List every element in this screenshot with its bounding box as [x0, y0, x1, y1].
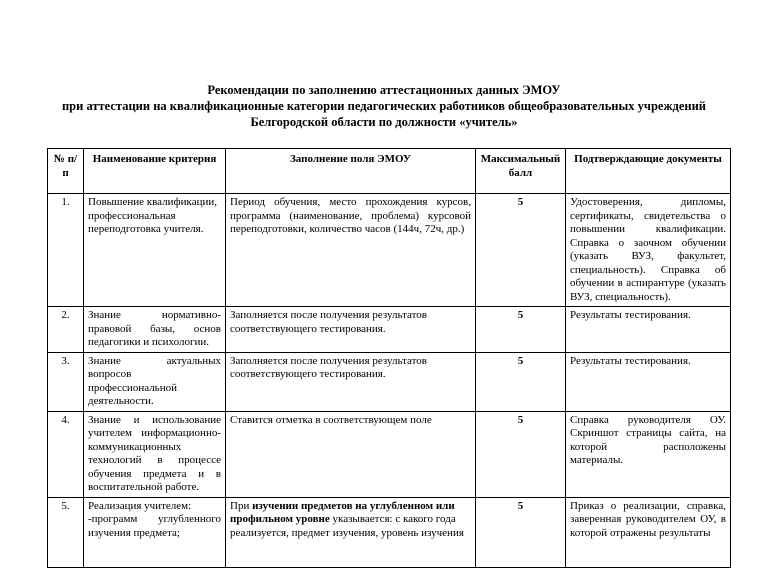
row-docs: Удостоверения, дипломы, сертификаты, свидетельства о повышении квалификации. Справка о заочном обучении (указать ВУЗ, факультет, специальность). Справка об обучении в аспирантуре (указать ВУЗ, специальность). [566, 194, 731, 307]
criterion-line-1: Реализация учителем: [88, 499, 192, 512]
title-line-1: Рекомендации по заполнению аттестационных данных ЭМОУ [207, 83, 561, 97]
row-num: 4. [48, 411, 84, 497]
table-row [48, 497, 731, 567]
row-docs: Результаты тестирования. [566, 352, 731, 411]
header-criterion: Наименование критерия [84, 149, 226, 194]
row-score: 5 [476, 194, 566, 307]
row-score: 5 [476, 497, 566, 567]
row-docs: Результаты тестирования. [566, 307, 731, 353]
header-filling: Заполнение поля ЭМОУ [226, 149, 476, 194]
filling-post: указывается: с какого года реализуется, предмет изучения, уровень изучения [230, 513, 464, 539]
title-line-3: Белгородской области по должности «учитель» [250, 115, 518, 129]
row-filling: Период обучения, место прохождения курсов, программа (наименование, проблема) курсовой переподготовки, количество часов (144ч, 72ч, др.) [226, 194, 476, 307]
row-score: 5 [476, 307, 566, 353]
table-row [48, 411, 731, 497]
row-criterion: Знание актуальных вопросов профессиональной деятельности. [84, 352, 226, 411]
header-num: № п/п [48, 149, 84, 194]
row-filling: Заполняется после получения результатов соответствующего тестирования. [226, 307, 476, 353]
filling-bold: изучении предметов на углубленном или профильном уровне [230, 499, 455, 525]
table-row [48, 307, 731, 353]
row-score: 5 [476, 352, 566, 411]
row-docs: Справка руководителя ОУ. Скриншот страницы сайта, на которой расположены материалы. [566, 411, 731, 497]
row-criterion [84, 497, 226, 567]
row-criterion: Знание нормативно-правовой базы, основ педагогики и психологии. [84, 307, 226, 353]
title-line-2: при аттестации на квалификационные категории педагогических работников общеобразовательных учреждений [61, 99, 706, 113]
row-docs: Приказ о реализации, справка, заверенная руководителем ОУ, в которой отражены результаты [566, 497, 731, 567]
row-num: 3. [48, 352, 84, 411]
criterion-line-2: -программ углубленного изучения предмета; [88, 513, 221, 539]
table-row [48, 194, 731, 307]
filling-pre: При [230, 499, 253, 512]
table-header-row [48, 149, 731, 194]
document-title [0, 82, 768, 130]
header-max-score: Максимальный балл [476, 149, 566, 194]
row-num: 1. [48, 194, 84, 307]
row-num: 2. [48, 307, 84, 353]
criteria-table [47, 148, 731, 568]
row-filling [226, 497, 476, 567]
table-row [48, 352, 731, 411]
row-criterion: Повышение квалификации, профессиональная переподготовка учителя. [84, 194, 226, 307]
row-score: 5 [476, 411, 566, 497]
row-num: 5. [48, 497, 84, 567]
header-docs: Подтверждающие документы [566, 149, 731, 194]
row-filling: Ставится отметка в соответствующем поле [226, 411, 476, 497]
row-criterion: Знание и использование учителем информационно-коммуникационных технологий в процессе обучения предмета и в воспитательной работе. [84, 411, 226, 497]
row-filling: Заполняется после получения результатов соответствующего тестирования. [226, 352, 476, 411]
